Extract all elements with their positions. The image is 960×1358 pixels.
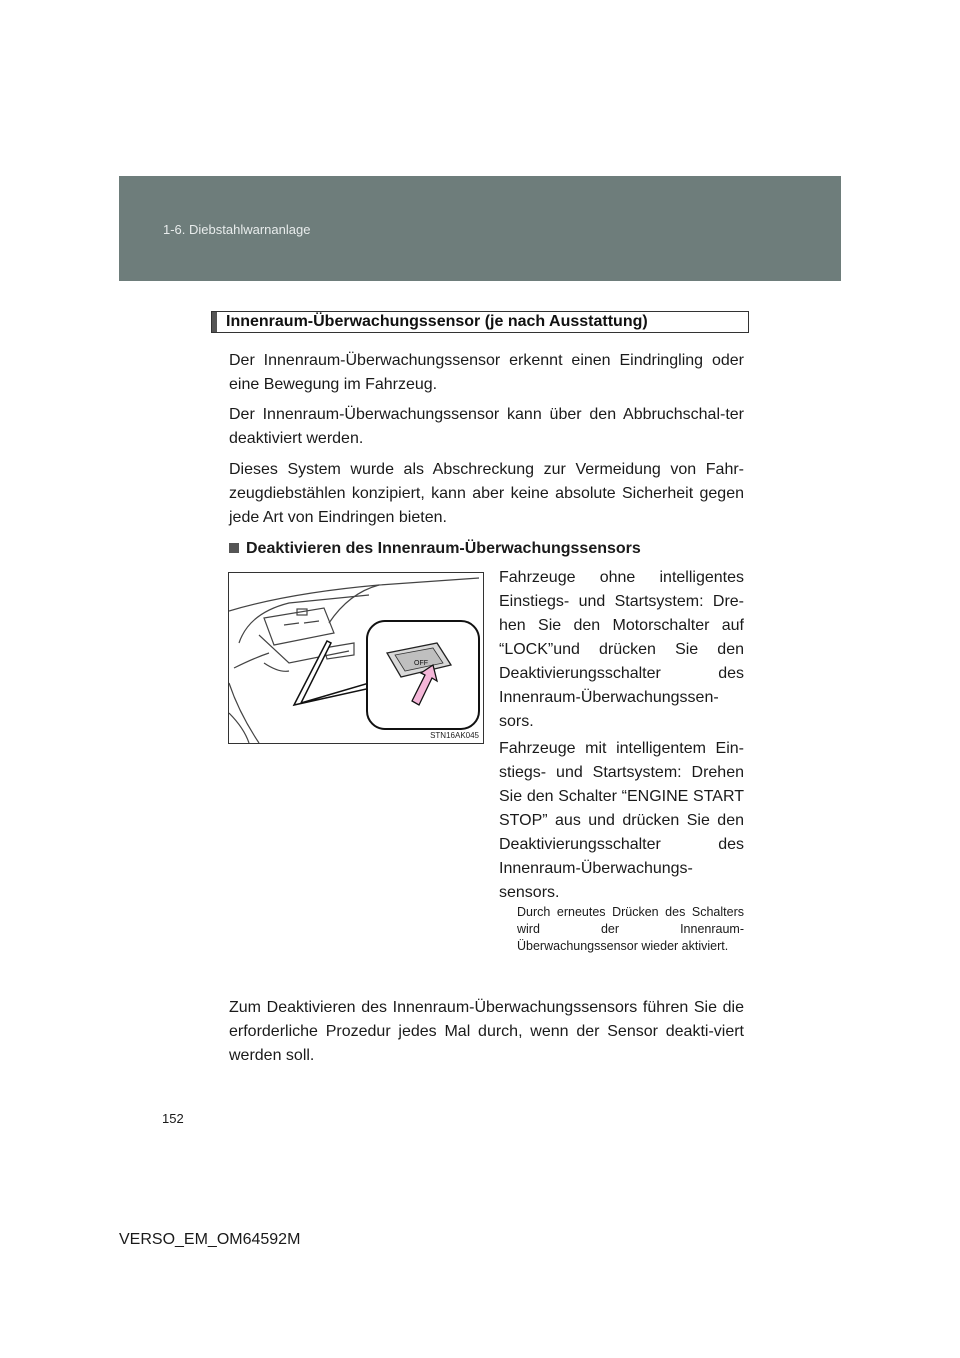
section-title-bar xyxy=(212,312,217,332)
square-bullet-icon xyxy=(229,543,239,553)
overhead-console-drawing xyxy=(229,573,483,743)
instruction-without-smart-entry: Fahrzeuge ohne intelligentes Einstiegs- und Startsystem: Dre-hen Sie den Motorschalter auf “LOCK”und drücken Sie den Deaktivierungsschalter des Innenraum-Überwachungssen-sors. xyxy=(499,569,744,730)
subsection-title: Deaktivieren des Innenraum-Überwachungssensors xyxy=(246,540,641,557)
page-number: 152 xyxy=(162,1111,184,1126)
off-button-label: OFF xyxy=(414,660,428,667)
paragraph-closing: Zum Deaktivieren des Innenraum-Überwachungssensors führen Sie die erforderliche Prozedur jedes Mal durch, wenn der Sensor deakti-viert werden soll. xyxy=(229,999,744,1064)
section-title: Innenraum-Überwachungssensor (je nach Ausstattung) xyxy=(226,313,648,330)
document-code: VERSO_EM_OM64592M xyxy=(119,1231,301,1248)
illustration-code: STN16AK045 xyxy=(430,731,479,740)
paragraph-intro: Der Innenraum-Überwachungssensor erkennt einen Eindringling oder eine Bewegung im Fahrzeug. xyxy=(229,352,744,393)
instruction-with-smart-entry: Fahrzeuge mit intelligentem Ein-stiegs- und Startsystem: Drehen Sie den Schalter “ENGINE START STOP” aus und drücken Sie den Deaktivierungsschalter des Innenraum-Überwachungs-sensors. xyxy=(499,740,744,901)
paragraph-deterrent: Dieses System wurde als Abschreckung zur Vermeidung von Fahr-zeugdiebstählen konzipiert, kann aber keine absolute Sicherheit gegen jede Art von Eindringen bieten. xyxy=(229,461,744,526)
overhead-console-illustration xyxy=(228,572,484,744)
paragraph-cancel-switch: Der Innenraum-Überwachungssensor kann über den Abbruchschal-ter deaktiviert werden. xyxy=(229,406,744,447)
chapter-header-band xyxy=(119,176,841,281)
subsection-heading xyxy=(229,540,641,558)
reactivation-note: Durch erneutes Drücken des Schalters wird der Innenraum-Überwachungssensor wieder aktiviert. xyxy=(517,905,744,953)
section-title-box xyxy=(211,311,749,333)
chapter-label: 1-6. Diebstahlwarnanlage xyxy=(163,222,311,237)
